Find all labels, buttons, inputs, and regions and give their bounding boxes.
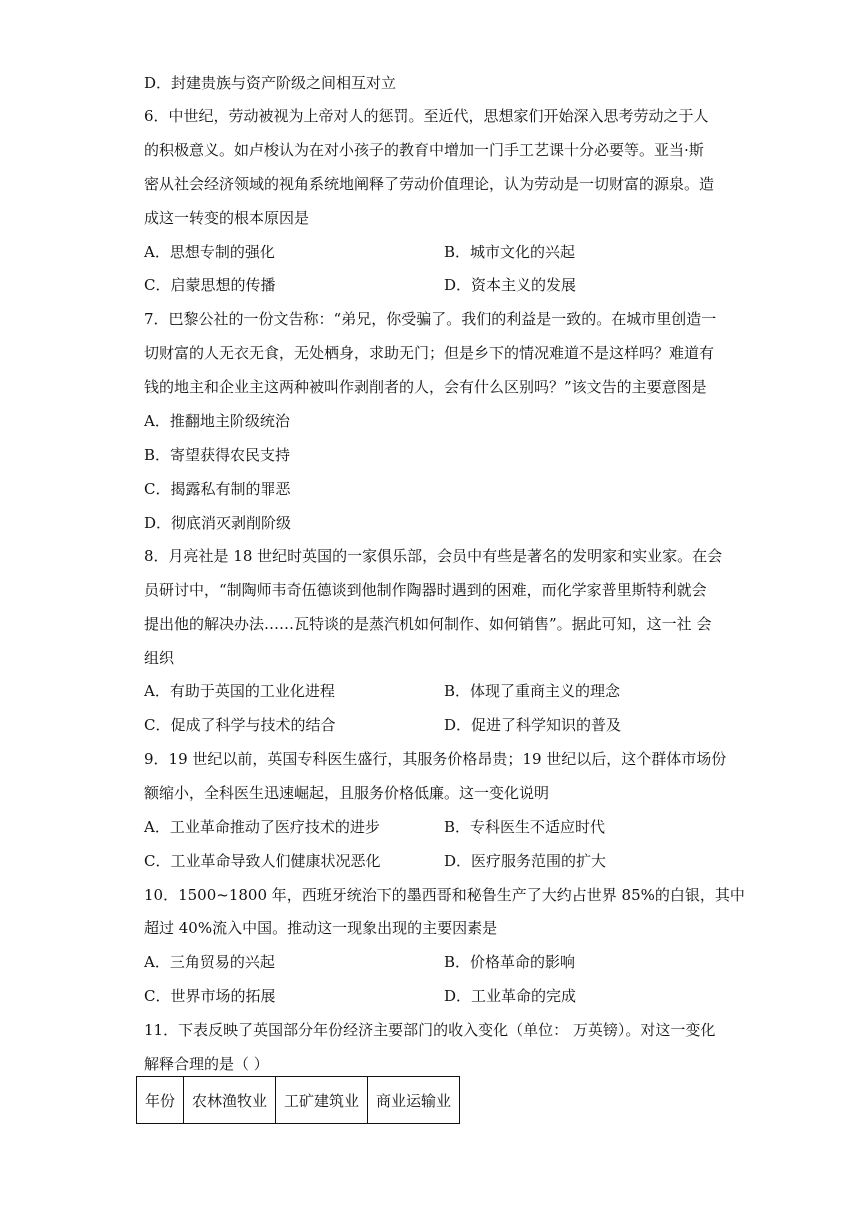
q8-stem-line-1: 8．月亮社是 18 世纪时英国的一家俱乐部，会员中有些是著名的发明家和实业家。在会: [144, 547, 723, 565]
q6-stem-line-1: 6．中世纪，劳动被视为上帝对人的惩罚。至近代，思想家们开始深入思考劳动之于人: [144, 107, 709, 125]
q6-stem-line-4: 成这一转变的根本原因是: [144, 209, 310, 227]
q7-stem-line-1: 7．巴黎公社的一份文告称：“弟兄，你受骗了。我们的利益是一致的。在城市里创造一: [144, 310, 717, 328]
q10-stem-line-1: 10．1500~1800 年，西班牙统治下的墨西哥和秘鲁生产了大约占世界 85%的白银，其中: [144, 886, 745, 904]
q6-option-c: C．启蒙思想的传播: [144, 276, 276, 294]
q6-option-d: D．资本主义的发展: [444, 276, 577, 294]
q6-stem-line-2: 的积极意义。如卢梭认为在对小孩子的教育中增加一门手工艺课十分必要等。亚当·斯: [144, 141, 704, 159]
q10-stem-line-2: 超过 40%流入中国。推动这一现象出现的主要因素是: [144, 919, 498, 937]
q7-stem-line-2: 切财富的人无衣无食，无处栖身，求助无门；但是乡下的情况难道不是这样吗？难道有: [144, 344, 715, 362]
q6-stem-line-3: 密从社会经济领域的视角系统地阐释了劳动价值理论，认为劳动是一切财富的源泉。造: [144, 175, 715, 193]
q11-stem-line-1: 11．下表反映了英国部分年份经济主要部门的收入变化（单位： 万英镑）。对这一变化: [144, 1021, 716, 1039]
q8-stem-line-4: 组织: [144, 649, 175, 667]
q9-stem-line-2: 额缩小，全科医生迅速崛起，且服务价格低廉。这一变化说明: [144, 784, 550, 802]
q9-option-c: C．工业革命导致人们健康状况恶化: [144, 852, 381, 870]
q10-option-b: B．价格革命的影响: [444, 953, 576, 971]
table-header-cell: 商业运输业: [368, 1077, 460, 1124]
q7-stem-line-3: 钱的地主和企业主这两种被叫作剥削者的人，会有什么区别吗？”该文告的主要意图是: [144, 378, 707, 396]
q5-option-d: D．封建贵族与资产阶级之间相互对立: [144, 74, 397, 92]
q7-option-a: A．推翻地主阶级统治: [144, 412, 290, 430]
q9-option-a: A．工业革命推动了医疗技术的进步: [144, 818, 380, 836]
q9-option-d: D．医疗服务范围的扩大: [444, 852, 607, 870]
table-header-row: [137, 1077, 460, 1124]
q8-option-c: C．促成了科学与技术的结合: [144, 716, 336, 734]
q10-option-a: A．三角贸易的兴起: [144, 953, 275, 971]
q9-option-b: B．专科医生不适应时代: [444, 818, 606, 836]
q8-stem-line-2: 员研讨中，“制陶师韦奇伍德谈到他制作陶器时遇到的困难，而化学家普里斯特利就会: [144, 581, 707, 599]
q8-option-b: B．体现了重商主义的理念: [444, 682, 621, 700]
table-header-cell: 年份: [137, 1077, 184, 1124]
q8-option-d: D．促进了科学知识的普及: [444, 716, 622, 734]
q7-option-d: D．彻底消灭剥削阶级: [144, 514, 292, 532]
q6-option-a: A．思想专制的强化: [144, 243, 275, 261]
table-header-cell: 农林渔牧业: [184, 1077, 276, 1124]
q6-option-b: B．城市文化的兴起: [444, 243, 576, 261]
q11-income-table: [136, 1076, 460, 1124]
q9-stem-line-1: 9．19 世纪以前，英国专科医生盛行，其服务价格昂贵；19 世纪以后，这个群体市场份: [144, 750, 727, 768]
q7-option-b: B．寄望获得农民支持: [144, 446, 291, 464]
q8-stem-line-3: 提出他的解决办法……瓦特谈的是蒸汽机如何制作、如何销售”。据此可知，这一社 会: [144, 615, 712, 633]
q8-option-a: A．有助于英国的工业化进程: [144, 682, 335, 700]
q7-option-c: C．揭露私有制的罪恶: [144, 480, 291, 498]
q11-stem-line-2: 解释合理的是（ ）: [144, 1055, 269, 1073]
table-header-cell: 工矿建筑业: [276, 1077, 368, 1124]
q10-option-d: D．工业革命的完成: [444, 987, 577, 1005]
q10-option-c: C．世界市场的拓展: [144, 987, 276, 1005]
